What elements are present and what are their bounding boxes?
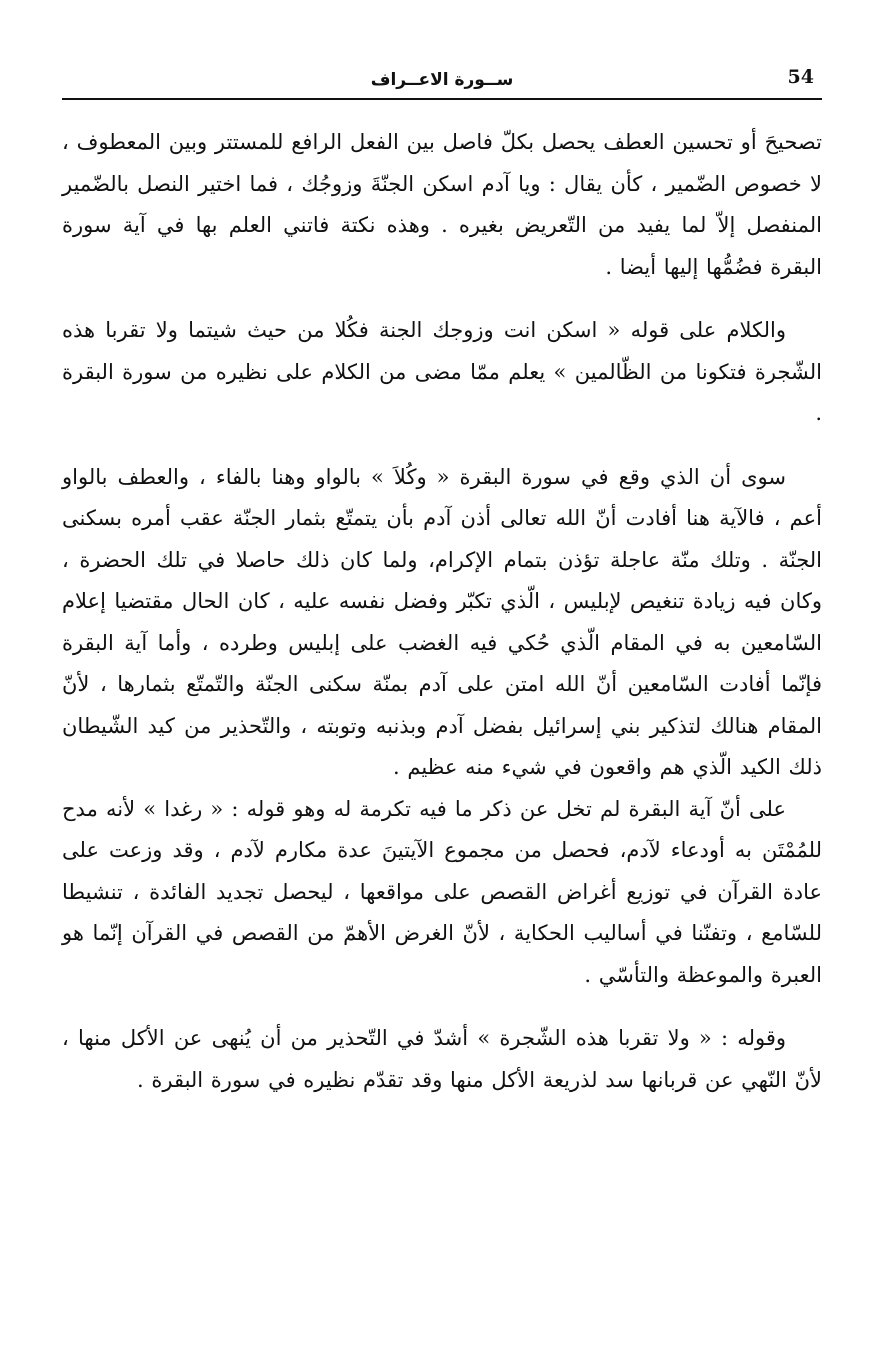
paragraph-1-text: تصحيحَ أو تحسين العطف يحصل بكلّ فاصل بين الفعل الرافع للمستتر وبين المعطوف ، لا خصوص الضّمير ، كأن يقال : ويا آدم اسكن الجنّةَ وزوجُك ، فما اختير النصل بالضّمير المنفصل إلاّ لما يفيد من التّعريض بغيره . وهذه نكتة فاتني العلم بها في آية سورة البقرة فضُمُّها إليها أيضا . (62, 130, 822, 279)
page-number: 54 (787, 66, 814, 88)
paragraph-3-text: سوى أن الذي وقع في سورة البقرة « وكُلاَ » بالواو وهنا بالفاء ، والعطف بالواو أعم ، فالآية هنا أفادت أنّ الله تعالى أذن آدم بأن يتمتّع بثمار الجنّة عقب أمره بسكنى الجنّة . وتلك منّة عاجلة تؤذن بتمام الإكرام، ولما كان ذلك حاصلا في تلك الحضرة ، وكان فيه زيادة تنغيص لإبليس ، الّذي تكبّر وفضل نفسه عليه ، كان الحال مقتضيا إعلام السّامعين به في المقام الّذي حُكي فيه الغضب على إبليس وطرده ، وأما آية البقرة فإنّما أفادت السّامعين أنّ الله امتن على آدم بمنّة سكنى الجنّة والتّمتّع بثمارها ، لأنّ المقام هنالك لتذكير بني إسرائيل بفضل آدم وبذنبه وتوبته ، والتّحذير من كيد الشّيطان ذلك الكيد الّذي هم واقعون في شيء منه عظيم . (62, 464, 822, 779)
paragraph-4 (62, 789, 822, 997)
page-header (62, 60, 822, 100)
paragraph-1 (62, 122, 822, 288)
paragraph-2 (62, 310, 822, 435)
running-title: ســورة الاعــراف (370, 70, 514, 90)
document-page (62, 60, 822, 1123)
paragraph-4-text: على أنّ آية البقرة لم تخل عن ذكر ما فيه تكرمة له وهو قوله : « رغدا » لأنه مدح للمُمْتَن به أودعاء لآدم، فحصل من مجموع الآيتينَ عدة مكارم لآدم ، وقد وزعت على عادة القرآن في توزيع أغراض القصص على مواقعها ، ليحصل تجديد الفائدة ، تنشيطا للسّامع ، وتفنّنا في أساليب الحكاية ، لأنّ الغرض الأهمّ من القصص في القرآن إنّما هو العبرة والموعظة والتأسّي . (62, 796, 822, 987)
paragraph-2-text: والكلام على قوله « اسكن انت وزوجك الجنة فكُلا من حيث شيتما ولا تقربا هذه الشّجرة فتكونا من الظّالمين » يعلم ممّا مضى من الكلام على نظيره من سورة البقرة . (62, 318, 822, 425)
paragraph-5 (62, 1018, 822, 1101)
paragraph-3 (62, 457, 822, 789)
paragraph-5-text: وقوله : « ولا تقربا هذه الشّجرة » أشدّ في التّحذير من أن يُنهى عن الأكل منها ، لأنّ النّهي عن قربانها سد لذريعة الأكل منها وقد تقدّم نظيره في سورة البقرة . (62, 1026, 822, 1092)
page-body (62, 122, 822, 1101)
